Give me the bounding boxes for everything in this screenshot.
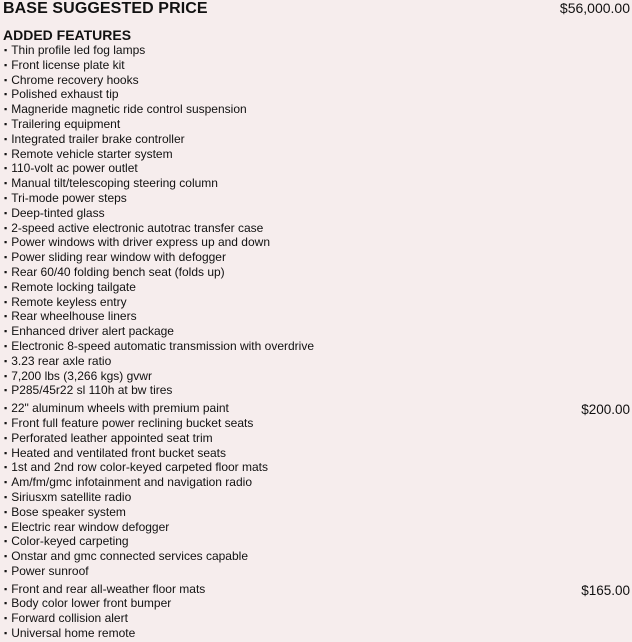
feature-item bbox=[0, 550, 632, 565]
feature-label: ▪ 110-volt ac power outlet bbox=[4, 162, 138, 177]
feature-list bbox=[0, 44, 632, 642]
feature-item bbox=[0, 74, 632, 89]
feature-item bbox=[0, 222, 632, 237]
feature-item bbox=[0, 103, 632, 118]
feature-item bbox=[0, 370, 632, 385]
feature-label: ▪ Electronic 8-speed automatic transmission with overdrive bbox=[4, 340, 314, 355]
feature-label: ▪ Remote vehicle starter system bbox=[4, 148, 173, 163]
feature-item bbox=[0, 88, 632, 103]
feature-label: ▪ Rear 60/40 folding bench seat (folds up) bbox=[4, 266, 225, 281]
feature-label: ▪ Integrated trailer brake controller bbox=[4, 133, 185, 148]
feature-label: ▪ Front full feature power reclining bucket seats bbox=[4, 417, 253, 432]
feature-item bbox=[0, 325, 632, 340]
feature-item bbox=[0, 432, 632, 447]
feature-label: ▪ Color-keyed carpeting bbox=[4, 535, 129, 550]
feature-label: ▪ Forward collision alert bbox=[4, 612, 128, 627]
feature-label: ▪ Power sliding rear window with defogger bbox=[4, 251, 226, 266]
feature-item bbox=[0, 476, 632, 491]
feature-item bbox=[0, 461, 632, 476]
feature-label: ▪ Electric rear window defogger bbox=[4, 521, 169, 536]
feature-item bbox=[0, 447, 632, 462]
feature-item bbox=[0, 521, 632, 536]
feature-item bbox=[0, 59, 632, 74]
feature-label: ▪ Enhanced driver alert package bbox=[4, 325, 174, 340]
feature-item bbox=[0, 417, 632, 432]
feature-item bbox=[0, 310, 632, 325]
feature-label: ▪ Polished exhaust tip bbox=[4, 88, 119, 103]
feature-item bbox=[0, 162, 632, 177]
feature-label: ▪ Heated and ventilated front bucket seats bbox=[4, 447, 226, 462]
feature-item bbox=[0, 491, 632, 506]
feature-item bbox=[0, 612, 632, 627]
feature-item bbox=[0, 597, 632, 612]
feature-item bbox=[0, 627, 632, 642]
feature-label: ▪ Universal home remote bbox=[4, 627, 135, 642]
feature-item bbox=[0, 384, 632, 399]
feature-item bbox=[0, 44, 632, 59]
feature-price: $200.00 bbox=[581, 402, 630, 418]
feature-item bbox=[0, 399, 632, 417]
feature-label: ▪ 2-speed active electronic autotrac transfer case bbox=[4, 222, 263, 237]
feature-label: ▪ Magneride magnetic ride control suspension bbox=[4, 103, 247, 118]
feature-label: ▪ Perforated leather appointed seat trim bbox=[4, 432, 213, 447]
feature-item bbox=[0, 118, 632, 133]
feature-label: ▪ Deep-tinted glass bbox=[4, 207, 105, 222]
base-price-row bbox=[0, 0, 632, 24]
base-price-value: $56,000.00 bbox=[559, 0, 630, 16]
feature-label: ▪ Front license plate kit bbox=[4, 59, 125, 74]
feature-label: ▪ Front and rear all-weather floor mats bbox=[4, 583, 205, 598]
feature-label: ▪ Tri-mode power steps bbox=[4, 192, 127, 207]
feature-item bbox=[0, 236, 632, 251]
feature-item bbox=[0, 133, 632, 148]
feature-label: ▪ P285/45r22 sl 110h at bw tires bbox=[4, 384, 172, 399]
feature-label: ▪ Power sunroof bbox=[4, 565, 89, 580]
feature-item bbox=[0, 535, 632, 550]
feature-item bbox=[0, 192, 632, 207]
feature-item bbox=[0, 506, 632, 521]
feature-label: ▪ Am/fm/gmc infotainment and navigation radio bbox=[4, 476, 252, 491]
feature-item bbox=[0, 177, 632, 192]
feature-label: ▪ Chrome recovery hooks bbox=[4, 74, 139, 89]
feature-label: ▪ Rear wheelhouse liners bbox=[4, 310, 137, 325]
feature-item bbox=[0, 355, 632, 370]
feature-label: ▪ 7,200 lbs (3,266 kgs) gvwr bbox=[4, 370, 152, 385]
feature-label: ▪ 22" aluminum wheels with premium paint bbox=[4, 402, 229, 417]
base-price-title: BASE SUGGESTED PRICE bbox=[3, 0, 208, 17]
feature-label: ▪ 3.23 rear axle ratio bbox=[4, 355, 111, 370]
feature-label: ▪ Power windows with driver express up and down bbox=[4, 236, 270, 251]
feature-price: $165.00 bbox=[581, 582, 630, 598]
feature-item bbox=[0, 340, 632, 355]
feature-label: ▪ Body color lower front bumper bbox=[4, 597, 171, 612]
feature-item bbox=[0, 281, 632, 296]
added-features-title: ADDED FEATURES bbox=[3, 27, 132, 43]
feature-label: ▪ Onstar and gmc connected services capable bbox=[4, 550, 248, 565]
feature-label: ▪ Siriusxm satellite radio bbox=[4, 491, 131, 506]
feature-label: ▪ 1st and 2nd row color-keyed carpeted floor mats bbox=[4, 461, 268, 476]
feature-label: ▪ Remote locking tailgate bbox=[4, 281, 136, 296]
feature-label: ▪ Remote keyless entry bbox=[4, 296, 127, 311]
feature-label: ▪ Manual tilt/telescoping steering column bbox=[4, 177, 218, 192]
feature-item bbox=[0, 296, 632, 311]
feature-label: ▪ Bose speaker system bbox=[4, 506, 126, 521]
feature-item bbox=[0, 251, 632, 266]
feature-item bbox=[0, 207, 632, 222]
feature-item bbox=[0, 266, 632, 281]
feature-item bbox=[0, 148, 632, 163]
feature-item bbox=[0, 580, 632, 598]
feature-label: ▪ Trailering equipment bbox=[4, 118, 120, 133]
feature-item bbox=[0, 565, 632, 580]
feature-label: ▪ Thin profile led fog lamps bbox=[4, 44, 145, 59]
